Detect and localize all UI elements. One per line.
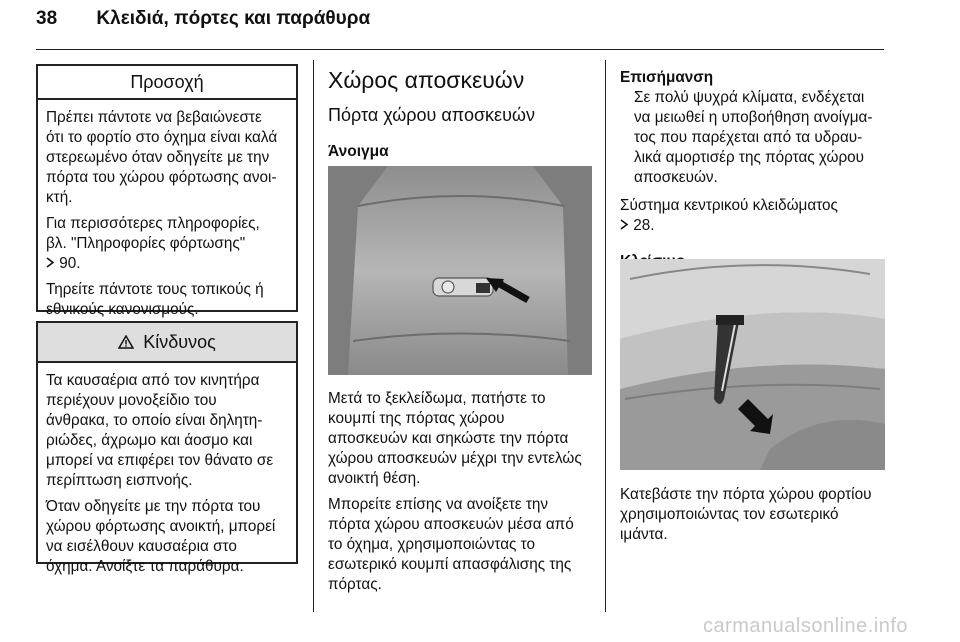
watermark: carmanualsonline.info [702, 615, 908, 637]
warning-triangle-icon [118, 323, 134, 361]
caution-body [38, 100, 296, 320]
header-rule [36, 49, 884, 50]
section-heading: Χώρος αποσκευών [328, 67, 525, 93]
page-reference-link[interactable]: 28. [633, 217, 655, 234]
middle-column-text [328, 389, 604, 595]
caution-paragraph: Πρέπει πάντοτε να βεβαιώνεστε ότι το φορτίο στο όχημα είναι καλά στερεωμένο όταν οδηγείτε με την πόρτα του χώρου φόρτωσης ανοι- κτή. [46, 109, 278, 206]
page-reference-link[interactable]: 90. [59, 255, 81, 272]
opening-paragraph: Μπορείτε επίσης να ανοίξετε την πόρτα χώρου αποσκευών μέσα από το όχημα, χρησιμοποιώντας το εσωτερικό κουμπί απασφάλισης της πόρτας. [328, 496, 574, 593]
opening-heading: Άνοιγμα [328, 143, 389, 160]
right-column [620, 68, 895, 272]
note-body: Σε πολύ ψυχρά κλίματα, ενδέχεται να μειωθεί η υποβοήθηση ανοίγμα- τος που παρέχεται από τα υδραυ- λικά αμορτισέρ της πόρτας χώρου αποσκευών. [634, 89, 873, 186]
strap-figure [620, 259, 885, 470]
page-reference-icon [46, 255, 55, 272]
danger-paragraph: Όταν οδηγείτε με την πόρτα του χώρου φόρτωσης ανοικτή, μπορεί να εισέλθουν καυσαέρια στο όχημα. Ανοίξτε τα παράθυρα. [46, 498, 276, 575]
page-reference-icon [620, 217, 629, 234]
closing-paragraph: Κατεβάστε την πόρτα χώρου φορτίου χρησιμοποιώντας τον εσωτερικό ιμάντα. [620, 486, 872, 543]
danger-title: Κίνδυνος [143, 332, 216, 352]
caution-title: Προσοχή [38, 66, 296, 100]
central-locking-reference: Σύστημα κεντρικού κλειδώματος 28. [620, 197, 838, 234]
door-handle-figure [328, 166, 592, 375]
note-title: Επισήμανση [620, 69, 714, 86]
page-header [36, 8, 370, 30]
column-divider [313, 60, 314, 612]
subsection-heading: Πόρτα χώρου αποσκευών [328, 105, 535, 125]
danger-box [36, 321, 298, 575]
page-number: 38 [36, 8, 58, 29]
danger-body [38, 363, 296, 577]
opening-paragraph: Μετά το ξεκλείδωμα, πατήστε το κουμπί της πόρτας χώρου αποσκευών και σηκώστε την πόρτα χώρου αποσκευών μέχρι την εντελώς ανοικτή θέση. [328, 390, 582, 487]
column-divider [605, 60, 606, 612]
danger-paragraph: Τα καυσαέρια από τον κινητήρα περιέχουν μονοξείδιο του άνθρακα, το οποίο είναι δηλητη- ριώδες, άχρωμο και άοσμο και μπορεί να επιφέρει τον θάνατο σε περίπτωση εισπνοής. [46, 372, 274, 489]
danger-title-bar [38, 323, 296, 363]
caution-box [36, 64, 298, 318]
section-title: Κλειδιά, πόρτες και παράθυρα [96, 8, 371, 29]
caution-paragraph: Τηρείτε πάντοτε τους τοπικούς ή εθνικούς κανονισμούς. [46, 281, 264, 318]
caution-paragraph: Για περισσότερες πληροφορίες, βλ. "Πληροφορίες φόρτωσης" 90. [46, 215, 260, 272]
middle-column [328, 66, 596, 162]
